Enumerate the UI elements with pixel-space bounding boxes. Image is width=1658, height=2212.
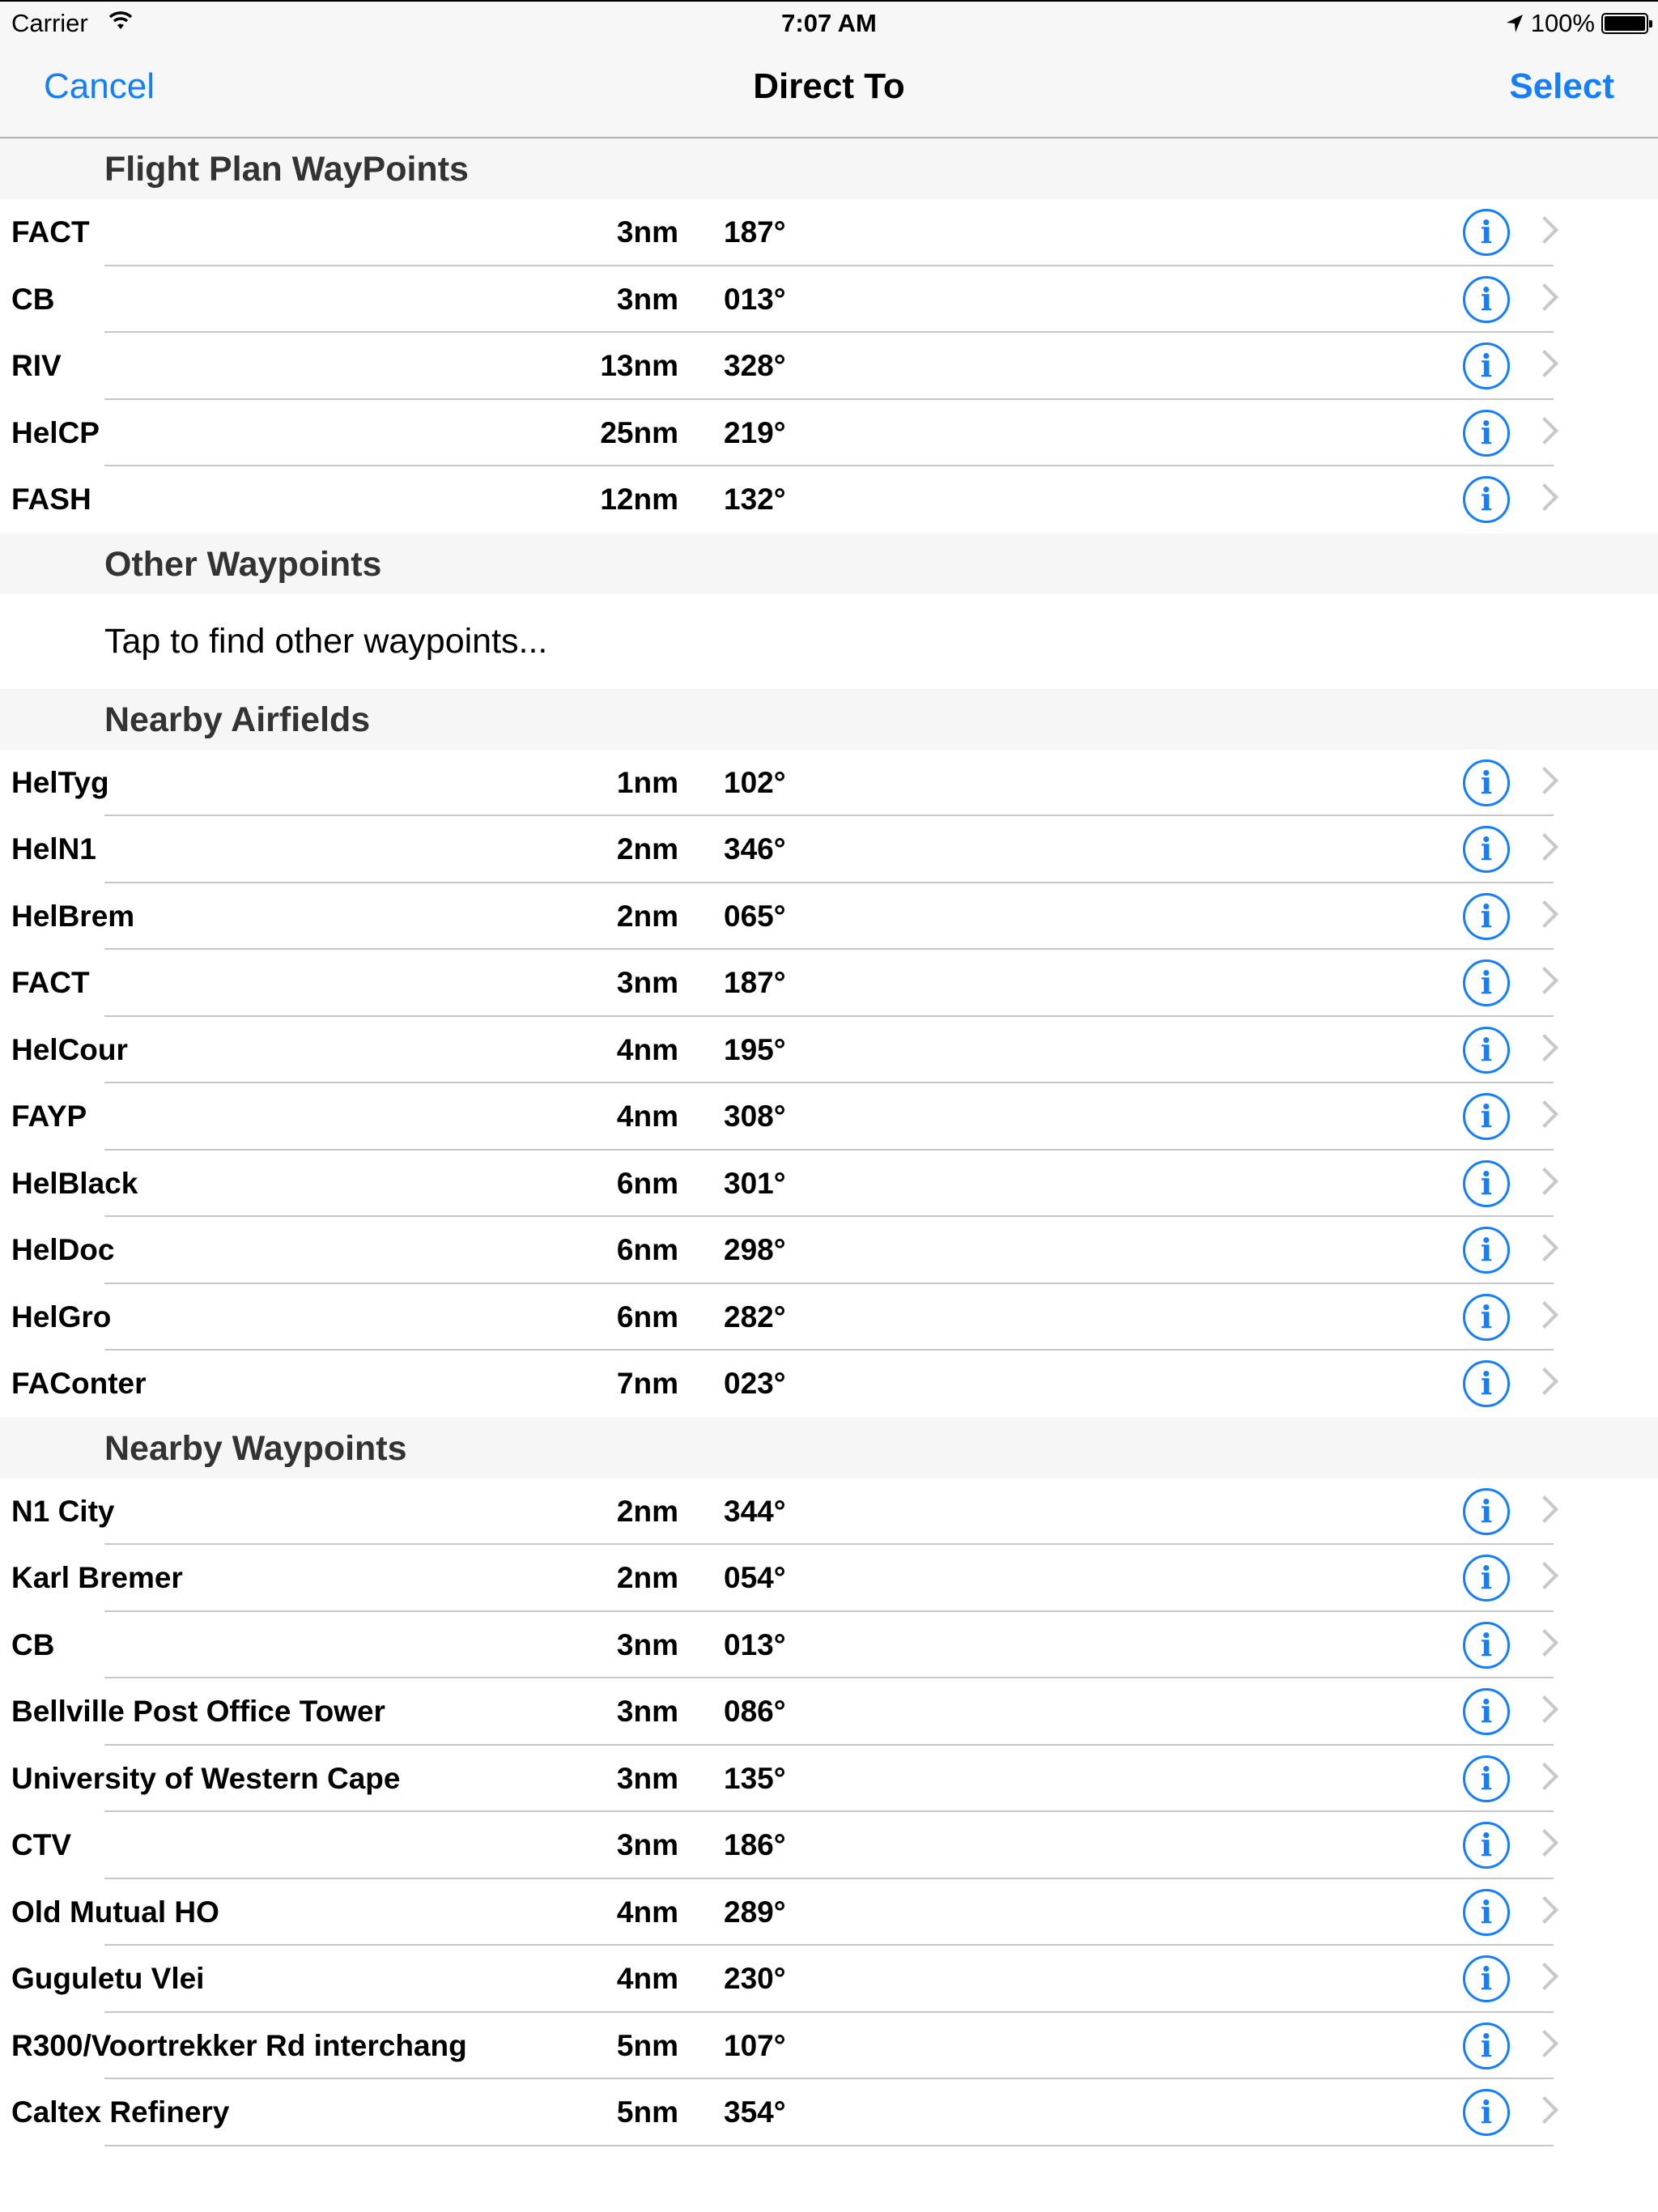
waypoint-distance: 1nm [616, 765, 678, 799]
chevron-right-icon [1531, 1034, 1558, 1061]
info-icon[interactable]: i [1463, 1955, 1510, 2002]
table-row[interactable] [0, 950, 1658, 1017]
table-row[interactable] [0, 1284, 1658, 1351]
waypoint-bearing: 013° [724, 1627, 786, 1661]
chevron-right-icon [1531, 1301, 1558, 1329]
section-header [0, 1418, 1658, 1478]
waypoint-name: HelN1 [11, 832, 96, 866]
waypoint-bearing: 086° [724, 1695, 786, 1728]
waypoint-name: Karl Bremer [11, 1561, 183, 1594]
table-row[interactable] [0, 400, 1658, 467]
table-row[interactable] [0, 1478, 1658, 1546]
info-icon[interactable]: i [1463, 1027, 1510, 1074]
chevron-right-icon [1531, 350, 1558, 377]
waypoint-name: CTV [11, 1828, 71, 1861]
location-arrow-icon [1505, 13, 1524, 34]
waypoint-distance: 4nm [616, 1962, 678, 1995]
waypoint-bearing: 344° [724, 1494, 786, 1528]
chevron-right-icon [1531, 1100, 1558, 1128]
waypoint-distance: 13nm [600, 349, 678, 382]
info-icon[interactable]: i [1463, 1160, 1510, 1207]
table-row[interactable] [0, 2079, 1658, 2146]
info-icon[interactable]: i [1463, 1622, 1510, 1669]
waypoint-distance: 3nm [616, 215, 678, 249]
waypoint-distance: 6nm [616, 1233, 678, 1266]
waypoint-bearing: 289° [724, 1895, 786, 1929]
table-row[interactable] [0, 199, 1658, 266]
chevron-right-icon [1531, 1368, 1558, 1395]
chevron-right-icon [1531, 1896, 1558, 1924]
waypoint-bearing: 219° [724, 415, 786, 449]
info-icon[interactable]: i [1463, 410, 1510, 457]
waypoint-distance: 3nm [616, 966, 678, 999]
table-row[interactable] [0, 750, 1658, 817]
cancel-button[interactable]: Cancel [44, 66, 155, 106]
info-icon[interactable]: i [1463, 1360, 1510, 1407]
waypoint-name: HelCP [11, 415, 100, 449]
waypoint-name: RIV [11, 349, 62, 382]
section-header [0, 689, 1658, 750]
table-row[interactable] [0, 1351, 1658, 1418]
page-title: Direct To [753, 66, 905, 106]
waypoint-bearing: 023° [724, 1367, 786, 1400]
table-row[interactable] [0, 333, 1658, 400]
section-title: Nearby Waypoints [104, 1428, 407, 1468]
waypoint-name: CB [11, 1627, 55, 1661]
waypoint-distance: 4nm [616, 1895, 678, 1929]
waypoint-name: FAYP [11, 1100, 87, 1133]
waypoint-distance: 5nm [616, 2028, 678, 2062]
waypoint-bearing: 308° [724, 1100, 786, 1133]
waypoint-distance: 3nm [616, 1828, 678, 1861]
chevron-right-icon [1531, 900, 1558, 928]
section-header [0, 138, 1658, 199]
table-row[interactable] [0, 1017, 1658, 1084]
waypoint-distance: 3nm [616, 282, 678, 316]
waypoint-bearing: 346° [724, 832, 786, 866]
waypoint-bearing: 132° [724, 483, 786, 516]
table-row[interactable] [0, 1812, 1658, 1879]
waypoint-name: HelBlack [11, 1166, 138, 1200]
info-icon[interactable]: i [1463, 1688, 1510, 1735]
waypoint-name: N1 City [11, 1494, 115, 1528]
info-icon[interactable]: i [1463, 1294, 1510, 1341]
waypoint-distance: 3nm [616, 1627, 678, 1661]
waypoint-distance: 6nm [616, 1300, 678, 1334]
table-row[interactable] [0, 2013, 1658, 2080]
table-row[interactable] [0, 1946, 1658, 2013]
info-icon[interactable]: i [1463, 476, 1510, 523]
battery-percent: 100% [1530, 9, 1595, 37]
info-icon[interactable]: i [1463, 1822, 1510, 1869]
select-button[interactable]: Select [1509, 66, 1614, 106]
info-icon[interactable]: i [1463, 276, 1510, 323]
waypoint-bearing: 195° [724, 1032, 786, 1066]
table-row[interactable] [0, 1746, 1658, 1813]
table-row[interactable] [0, 1217, 1658, 1284]
waypoint-bearing: 187° [724, 215, 786, 249]
table-row[interactable] [0, 466, 1658, 534]
waypoint-bearing: 298° [724, 1233, 786, 1266]
waypoint-name: HelBrem [11, 899, 135, 933]
section-title: Nearby Airfields [104, 700, 371, 739]
waypoint-bearing: 354° [724, 2095, 786, 2129]
waypoint-bearing: 301° [724, 1166, 786, 1200]
waypoint-name: CB [11, 282, 55, 316]
table-row[interactable] [0, 816, 1658, 883]
waypoint-distance: 4nm [616, 1032, 678, 1066]
navigation-bar [0, 42, 1658, 138]
status-bar [0, 0, 1658, 42]
waypoint-bearing: 187° [724, 966, 786, 999]
info-icon[interactable]: i [1463, 1555, 1510, 1602]
info-icon[interactable]: i [1463, 1488, 1510, 1535]
info-icon[interactable]: i [1463, 1227, 1510, 1274]
info-icon[interactable]: i [1463, 759, 1510, 806]
info-icon[interactable]: i [1463, 2023, 1510, 2069]
chevron-right-icon [1531, 1495, 1558, 1523]
table-row[interactable] [0, 1151, 1658, 1218]
chevron-right-icon [1531, 483, 1558, 511]
waypoint-distance: 6nm [616, 1166, 678, 1200]
chevron-right-icon [1531, 1695, 1558, 1723]
waypoint-name: FASH [11, 483, 91, 516]
chevron-right-icon [1531, 1963, 1558, 1990]
table-row[interactable] [0, 1083, 1658, 1151]
chevron-right-icon [1531, 833, 1558, 861]
waypoint-distance: 12nm [600, 483, 678, 516]
waypoint-distance: 3nm [616, 1761, 678, 1795]
waypoint-distance: 3nm [616, 1695, 678, 1728]
chevron-right-icon [1531, 1629, 1558, 1657]
chevron-right-icon [1531, 1562, 1558, 1589]
waypoint-name: Caltex Refinery [11, 2095, 230, 2129]
waypoint-bearing: 013° [724, 282, 786, 316]
section-header [0, 534, 1658, 594]
waypoint-distance: 5nm [616, 2095, 678, 2129]
waypoint-distance: 7nm [616, 1367, 678, 1400]
find-other-waypoints-row[interactable] [0, 594, 1658, 689]
waypoint-name: HelDoc [11, 1233, 115, 1266]
section-title: Other Waypoints [104, 544, 382, 584]
waypoint-bearing: 135° [724, 1761, 786, 1795]
waypoint-distance: 2nm [616, 1561, 678, 1594]
waypoint-distance: 2nm [616, 899, 678, 933]
waypoint-name: HelCour [11, 1032, 128, 1066]
waypoint-bearing: 328° [724, 349, 786, 382]
chevron-right-icon [1531, 283, 1558, 311]
info-icon[interactable]: i [1463, 826, 1510, 873]
waypoint-name: Old Mutual HO [11, 1895, 219, 1929]
waypoint-bearing: 065° [724, 899, 786, 933]
waypoint-distance: 2nm [616, 832, 678, 866]
section-title: Flight Plan WayPoints [104, 150, 469, 189]
chevron-right-icon [1531, 1763, 1558, 1790]
waypoint-bearing: 230° [724, 1962, 786, 1995]
waypoint-name: University of Western Cape [11, 1761, 401, 1795]
waypoint-table[interactable] [0, 138, 1658, 2146]
waypoint-name: HelGro [11, 1300, 112, 1334]
chevron-right-icon [1531, 967, 1558, 994]
waypoint-name: R300/Voortrekker Rd interchang [11, 2028, 467, 2062]
waypoint-distance: 4nm [616, 1100, 678, 1133]
info-icon[interactable]: i [1463, 1889, 1510, 1936]
waypoint-name: FACT [11, 966, 90, 999]
info-icon[interactable]: i [1463, 1093, 1510, 1140]
waypoint-name: HelTyg [11, 765, 109, 799]
chevron-right-icon [1531, 417, 1558, 445]
table-row[interactable] [0, 883, 1658, 951]
waypoint-bearing: 186° [724, 1828, 786, 1861]
status-time: 7:07 AM [781, 9, 877, 37]
info-icon[interactable]: i [1463, 893, 1510, 940]
chevron-right-icon [1531, 2096, 1558, 2124]
info-icon[interactable]: i [1463, 1755, 1510, 1802]
waypoint-name: Guguletu Vlei [11, 1962, 205, 1995]
waypoint-distance: 25nm [600, 415, 678, 449]
chevron-right-icon [1531, 767, 1558, 794]
table-row[interactable] [0, 1612, 1658, 1679]
table-row[interactable] [0, 1879, 1658, 1946]
battery-icon [1601, 13, 1648, 34]
waypoint-name: FACT [11, 215, 90, 249]
waypoint-bearing: 282° [724, 1300, 786, 1334]
chevron-right-icon [1531, 1829, 1558, 1857]
waypoint-name: FAConter [11, 1367, 147, 1400]
info-icon[interactable]: i [1463, 959, 1510, 1006]
chevron-right-icon [1531, 2030, 1558, 2057]
chevron-right-icon [1531, 1168, 1558, 1195]
waypoint-distance: 2nm [616, 1494, 678, 1528]
info-icon[interactable]: i [1463, 2089, 1510, 2136]
waypoint-name: Bellville Post Office Tower [11, 1695, 385, 1728]
table-row[interactable] [0, 266, 1658, 334]
table-row[interactable] [0, 1545, 1658, 1612]
chevron-right-icon [1531, 1234, 1558, 1261]
carrier-label: Carrier [11, 9, 88, 37]
info-icon[interactable]: i [1463, 342, 1510, 389]
table-row[interactable] [0, 1678, 1658, 1746]
waypoint-bearing: 107° [724, 2028, 786, 2062]
waypoint-bearing: 054° [724, 1561, 786, 1594]
info-icon[interactable]: i [1463, 209, 1510, 256]
waypoint-bearing: 102° [724, 765, 786, 799]
chevron-right-icon [1531, 216, 1558, 244]
find-other-waypoints-label: Tap to find other waypoints... [104, 621, 548, 661]
